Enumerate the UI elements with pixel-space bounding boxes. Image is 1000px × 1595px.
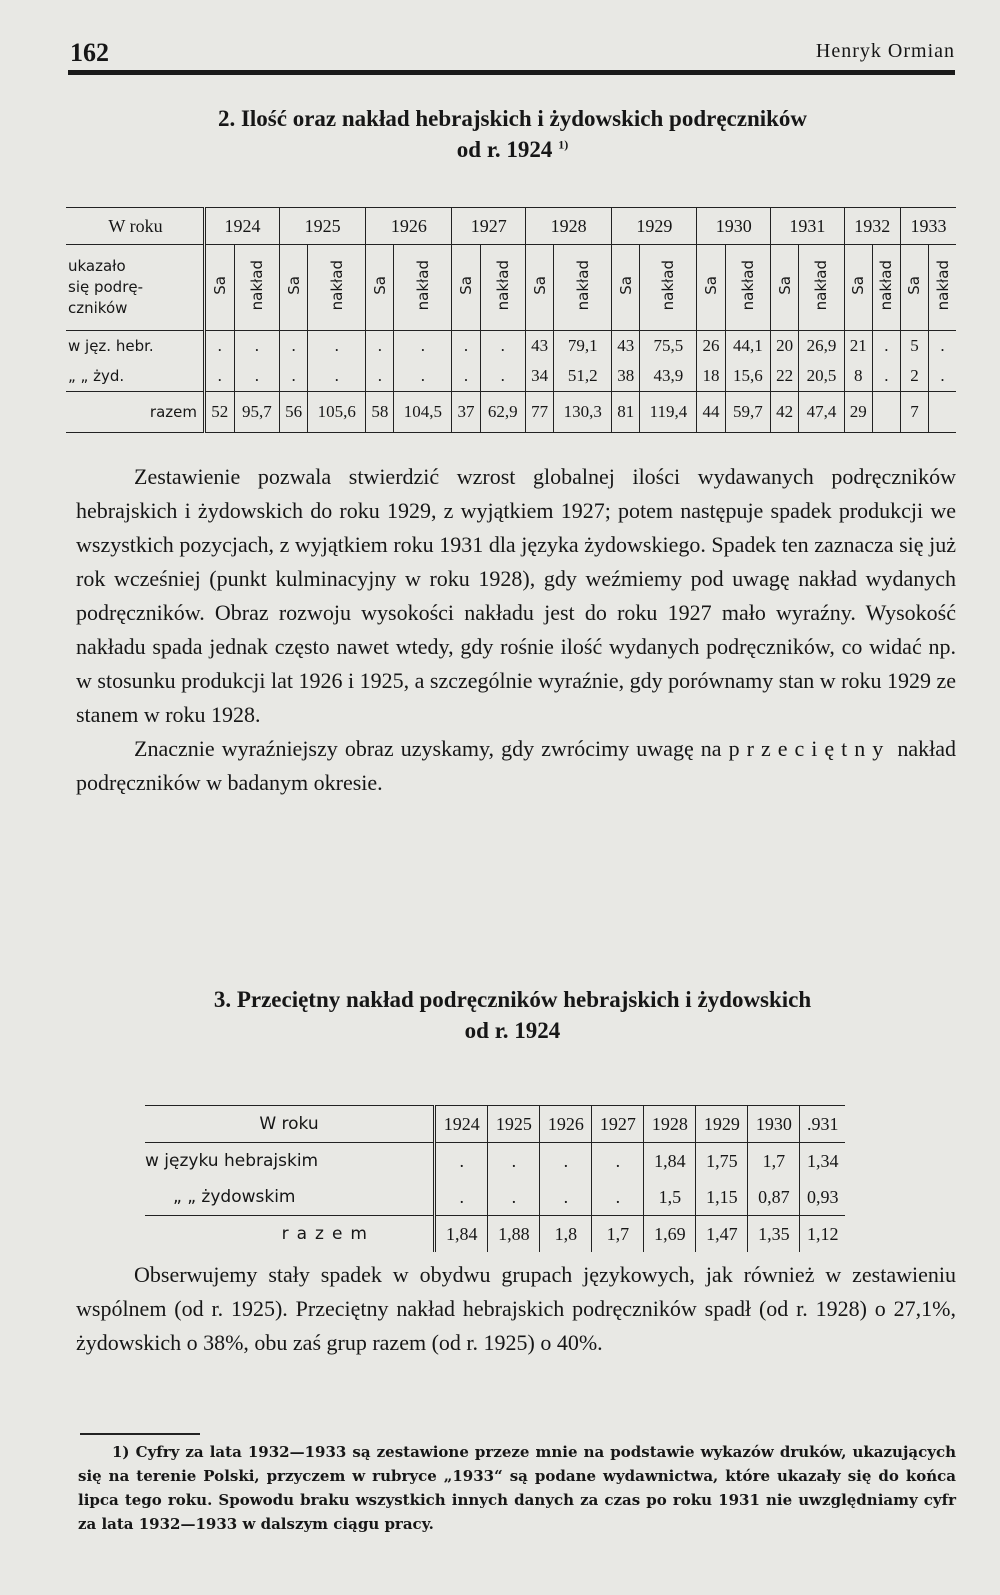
table1-cell: 51,2 xyxy=(554,361,612,392)
table1-cell: . xyxy=(308,361,366,392)
table1-sub-sa: Sa xyxy=(456,275,475,295)
table1-year-1927: 1927 xyxy=(452,208,526,245)
table2-cell: 1,5 xyxy=(644,1179,696,1216)
table2 xyxy=(145,1105,845,1252)
table1-cell: 105,6 xyxy=(308,392,366,433)
table1-cell: 26,9 xyxy=(799,331,845,362)
table2-cell: . xyxy=(435,1179,488,1216)
table2-cell: 1,47 xyxy=(696,1216,748,1253)
table1-cell: . xyxy=(205,331,235,362)
table2-cell: 1,15 xyxy=(696,1179,748,1216)
table1-row-header-line: się podrę- xyxy=(68,278,144,296)
table2-title-line2: od r. 1924 xyxy=(464,1018,561,1043)
table2-cell: 1,12 xyxy=(800,1216,845,1253)
table1-year-1930: 1930 xyxy=(697,208,771,245)
paragraph-1: Zestawienie pozwala stwierdzić wzrost globalnej ilości wydawanych podręczników hebrajskich i żydowskich do roku 1929, z wyjątkiem 1927; potem następuje spadek produkcji we wszystkich pozycjach, z wyjątkiem roku 1931 dla języka żydowskiego. Spadek ten zaznacza się już rok wcześniej (punkt kulminacyjny w roku 1928), gdy weźmiemy pod uwagę nakład wydanych podręczników. Obraz rozwoju wysokości nakładu jest do roku 1927 mało wyraźny. Wysokość nakładu spada jednak często nawet wtedy, gdy rośnie ilość wydanych podręczników, co widać np. w stosunku produkcji lat 1926 i 1925, a szczególnie wyraźnie, gdy porównamy stan w roku 1929 ze stanem w roku 1928. xyxy=(76,464,956,727)
table2-title-line1: 3. Przeciętny nakład podręczników hebrajskich i żydowskich xyxy=(213,987,812,1012)
table1-cell: 119,4 xyxy=(640,392,697,433)
table1-cell: 43 xyxy=(612,331,640,362)
table2-cell: . xyxy=(435,1143,488,1180)
table1-year-1925: 1925 xyxy=(280,208,366,245)
table1-cell: 44 xyxy=(697,392,725,433)
table2-year-row xyxy=(145,1106,845,1143)
footnote-text: Cyfry za lata 1932—1933 są zestawione przeze mnie na podstawie wykazów druków, ukazujących się na terenie Polski, przyczem w rubryce „1933“ są podane wydawnictwa, które ukazały się do końca lipca tego roku. Spowodu braku wszystkich innych danych za czas po roku 1931 nie uwzględniamy cyfr za lata 1932—1933 w dalszym ciągu pracy. xyxy=(78,1443,956,1533)
table1-cell: . xyxy=(394,361,452,392)
table1-cell: . xyxy=(394,331,452,362)
table2-cell: 1,35 xyxy=(748,1216,800,1253)
table1-cell: 44,1 xyxy=(725,331,771,362)
table1-cell: 8 xyxy=(844,361,872,392)
table1-cell: . xyxy=(452,331,480,362)
table2-cell: . xyxy=(540,1143,592,1180)
table1-cell: 21 xyxy=(844,331,872,362)
table1-cell: 34 xyxy=(526,361,554,392)
body-text-2 xyxy=(76,1258,956,1360)
table1-row-header xyxy=(66,245,205,331)
table1-year-1931: 1931 xyxy=(771,208,845,245)
table1-cell: . xyxy=(480,331,526,362)
table1-subheader-cell xyxy=(394,245,452,331)
table1-cell: 29 xyxy=(844,392,872,433)
table1-subheader-cell xyxy=(612,245,640,331)
table1-cell: 62,9 xyxy=(480,392,526,433)
table1-cell: 37 xyxy=(452,392,480,433)
table1-cell: . xyxy=(480,361,526,392)
table1-title xyxy=(70,103,955,165)
table1-subheader-cell xyxy=(366,245,394,331)
table2-year: .931 xyxy=(800,1106,845,1143)
table1-cell: 15,6 xyxy=(725,361,771,392)
table1-cell: 2 xyxy=(900,361,928,392)
table2-year: 1924 xyxy=(435,1106,488,1143)
table2-cell: . xyxy=(540,1179,592,1216)
table1-year-1929: 1929 xyxy=(612,208,697,245)
table1-cell: . xyxy=(872,361,900,392)
paragraph-2-end: nakład podręczników w badanym okresie. xyxy=(76,736,957,795)
table1-cell: . xyxy=(366,331,394,362)
table1-year-1932: 1932 xyxy=(844,208,900,245)
table2-cell: 1,88 xyxy=(488,1216,540,1253)
running-author: Henryk Ormian xyxy=(815,40,955,62)
table1-year-1924: 1924 xyxy=(205,208,280,245)
table1-sub-naklad: nakład xyxy=(327,259,346,311)
table1-title-line2: od r. 1924 xyxy=(456,137,553,162)
table1-cell: 59,7 xyxy=(725,392,771,433)
table1-sub-sa: Sa xyxy=(210,275,229,295)
table1-cell: 56 xyxy=(280,392,308,433)
footnote-rule xyxy=(80,1433,200,1435)
table1-cell xyxy=(929,392,956,433)
table1-subheader-cell xyxy=(872,245,900,331)
table1-cell: 20,5 xyxy=(799,361,845,392)
footnote xyxy=(78,1440,956,1536)
table1-sub-sa: Sa xyxy=(775,275,794,295)
table1-sub-naklad: nakład xyxy=(812,259,831,311)
table1-row xyxy=(66,392,956,433)
table1-cell: 43 xyxy=(526,331,554,362)
table2-year: 1925 xyxy=(488,1106,540,1143)
table2-year: 1926 xyxy=(540,1106,592,1143)
table2-row-label: razem xyxy=(145,1216,435,1253)
table1-sub-naklad: nakład xyxy=(933,259,952,311)
table2-year: 1929 xyxy=(696,1106,748,1143)
table1-sub-naklad: nakład xyxy=(877,259,896,311)
table1-cell xyxy=(872,392,900,433)
table1-subheader-row xyxy=(66,245,956,331)
table1-subheader-cell xyxy=(771,245,799,331)
table1-subheader-cell xyxy=(725,245,771,331)
table2-cell: 0,87 xyxy=(748,1179,800,1216)
table1-sub-naklad: nakład xyxy=(659,259,678,311)
table1-cell: . xyxy=(929,361,956,392)
table1-cell: . xyxy=(308,331,366,362)
table1-cell: 104,5 xyxy=(394,392,452,433)
table1-cell: . xyxy=(280,361,308,392)
table1-sub-naklad: nakład xyxy=(247,259,266,311)
table1-sub-sa: Sa xyxy=(616,275,635,295)
table1-subheader-cell xyxy=(280,245,308,331)
table1-subheader-cell xyxy=(452,245,480,331)
table1-cell: 52 xyxy=(205,392,235,433)
table1-subheader-cell xyxy=(205,245,235,331)
table1-sub-sa: Sa xyxy=(702,275,721,295)
footnote-marker: 1) xyxy=(112,1443,130,1461)
table1-cell: 26 xyxy=(697,331,725,362)
table1-sub-sa: Sa xyxy=(849,275,868,295)
table1-year-header: W roku xyxy=(66,208,205,245)
table1-cell: 75,5 xyxy=(640,331,697,362)
table1-year-1933: 1933 xyxy=(900,208,956,245)
table1-year-1926: 1926 xyxy=(366,208,452,245)
table1-cell: 81 xyxy=(612,392,640,433)
table1-subheader-cell xyxy=(308,245,366,331)
table1-cell: 130,3 xyxy=(554,392,612,433)
table1-cell: 5 xyxy=(900,331,928,362)
paragraph-3: Obserwujemy stały spadek w obydwu grupach językowych, jak również w zestawieniu wspólnem (od r. 1925). Przeciętny nakład hebrajskich podręczników spadł (od r. 1928) o 27,1%, żydowskich o 38%, obu zaś grup razem (od r. 1925) o 40%. xyxy=(76,1262,956,1355)
table1-subheader-cell xyxy=(844,245,872,331)
table1-cell: . xyxy=(234,331,280,362)
table1-sub-naklad: nakład xyxy=(738,259,757,311)
table1-subheader-cell xyxy=(526,245,554,331)
table1-row-label: razem xyxy=(66,392,205,433)
table2-cell: 1,69 xyxy=(644,1216,696,1253)
table2-cell: 1,7 xyxy=(592,1216,644,1253)
table2-year: 1928 xyxy=(644,1106,696,1143)
table1-subheader-cell xyxy=(697,245,725,331)
table1-row xyxy=(66,361,956,392)
table1-row-label: w jęz. hebr. xyxy=(68,337,154,355)
table1-subheader-cell xyxy=(480,245,526,331)
table2-title xyxy=(70,984,955,1046)
table1-sub-sa: Sa xyxy=(530,275,549,295)
footnote-ref: 1) xyxy=(558,137,569,152)
table2-cell: 1,7 xyxy=(748,1143,800,1180)
running-header xyxy=(70,38,955,68)
table1-cell: . xyxy=(205,361,235,392)
table2-cell: . xyxy=(592,1179,644,1216)
table1-cell: 18 xyxy=(697,361,725,392)
table1-cell: 77 xyxy=(526,392,554,433)
table1-cell: 22 xyxy=(771,361,799,392)
body-text-1 xyxy=(76,460,956,800)
table2-cell: 0,93 xyxy=(800,1179,845,1216)
table1-cell: 43,9 xyxy=(640,361,697,392)
table1-row xyxy=(66,331,956,362)
table1-cell: . xyxy=(366,361,394,392)
table2-year-header: W roku xyxy=(145,1106,435,1143)
table1-cell: . xyxy=(452,361,480,392)
table1-cell: 47,4 xyxy=(799,392,845,433)
table1-title-line1: 2. Ilość oraz nakład hebrajskich i żydowskich podręczników xyxy=(217,106,808,131)
table2-row xyxy=(145,1216,845,1253)
table1-subheader-cell xyxy=(640,245,697,331)
table1-subheader-cell xyxy=(234,245,280,331)
table1-cell: 79,1 xyxy=(554,331,612,362)
table1-sub-naklad: nakład xyxy=(493,259,512,311)
paragraph-2 xyxy=(76,732,956,800)
table1-cell: 20 xyxy=(771,331,799,362)
table2-row xyxy=(145,1143,845,1180)
table1-cell: . xyxy=(280,331,308,362)
table1-cell: 42 xyxy=(771,392,799,433)
table2-year: 1927 xyxy=(592,1106,644,1143)
table1 xyxy=(66,207,956,433)
table1-row-header-line: ukazało xyxy=(68,257,126,275)
table1-sub-sa: Sa xyxy=(284,275,303,295)
paragraph-2-start: Znacznie wyraźniejszy obraz uzyskamy, gdy zwrócimy uwagę na xyxy=(134,736,722,761)
table2-cell: 1,84 xyxy=(435,1216,488,1253)
table1-cell: 38 xyxy=(612,361,640,392)
table2-cell: 1,8 xyxy=(540,1216,592,1253)
table1-sub-sa: Sa xyxy=(370,275,389,295)
paragraph-2-spaced: przeciętny xyxy=(728,736,891,761)
table1-subheader-cell xyxy=(900,245,928,331)
table1-cell: . xyxy=(872,331,900,362)
table1-cell: . xyxy=(929,331,956,362)
table2-cell: . xyxy=(592,1143,644,1180)
table2-cell: 1,75 xyxy=(696,1143,748,1180)
table1-subheader-cell xyxy=(554,245,612,331)
table1-year-row xyxy=(66,208,956,245)
table2-cell: 1,84 xyxy=(644,1143,696,1180)
table2-row xyxy=(145,1179,845,1216)
table1-year-1928: 1928 xyxy=(526,208,612,245)
table1-cell: 7 xyxy=(900,392,928,433)
table2-row-label: „ „ żydowskim xyxy=(173,1187,296,1207)
table1-cell: 95,7 xyxy=(234,392,280,433)
table2-cell: 1,34 xyxy=(800,1143,845,1180)
table1-sub-naklad: nakład xyxy=(413,259,432,311)
header-rule xyxy=(68,70,955,75)
table1-row-label: „ „ żyd. xyxy=(66,361,205,392)
table1-subheader-cell xyxy=(929,245,956,331)
table1-sub-naklad: nakład xyxy=(573,259,592,311)
table2-cell: . xyxy=(488,1143,540,1180)
table1-cell: 58 xyxy=(366,392,394,433)
page-number: 162 xyxy=(70,38,109,67)
table2-row-label: w języku hebrajskim xyxy=(145,1151,319,1171)
table1-cell: . xyxy=(234,361,280,392)
table1-row-header-line: czników xyxy=(68,299,128,317)
table1-sub-sa: Sa xyxy=(905,275,924,295)
table2-cell: . xyxy=(488,1179,540,1216)
table2-year: 1930 xyxy=(748,1106,800,1143)
table1-subheader-cell xyxy=(799,245,845,331)
